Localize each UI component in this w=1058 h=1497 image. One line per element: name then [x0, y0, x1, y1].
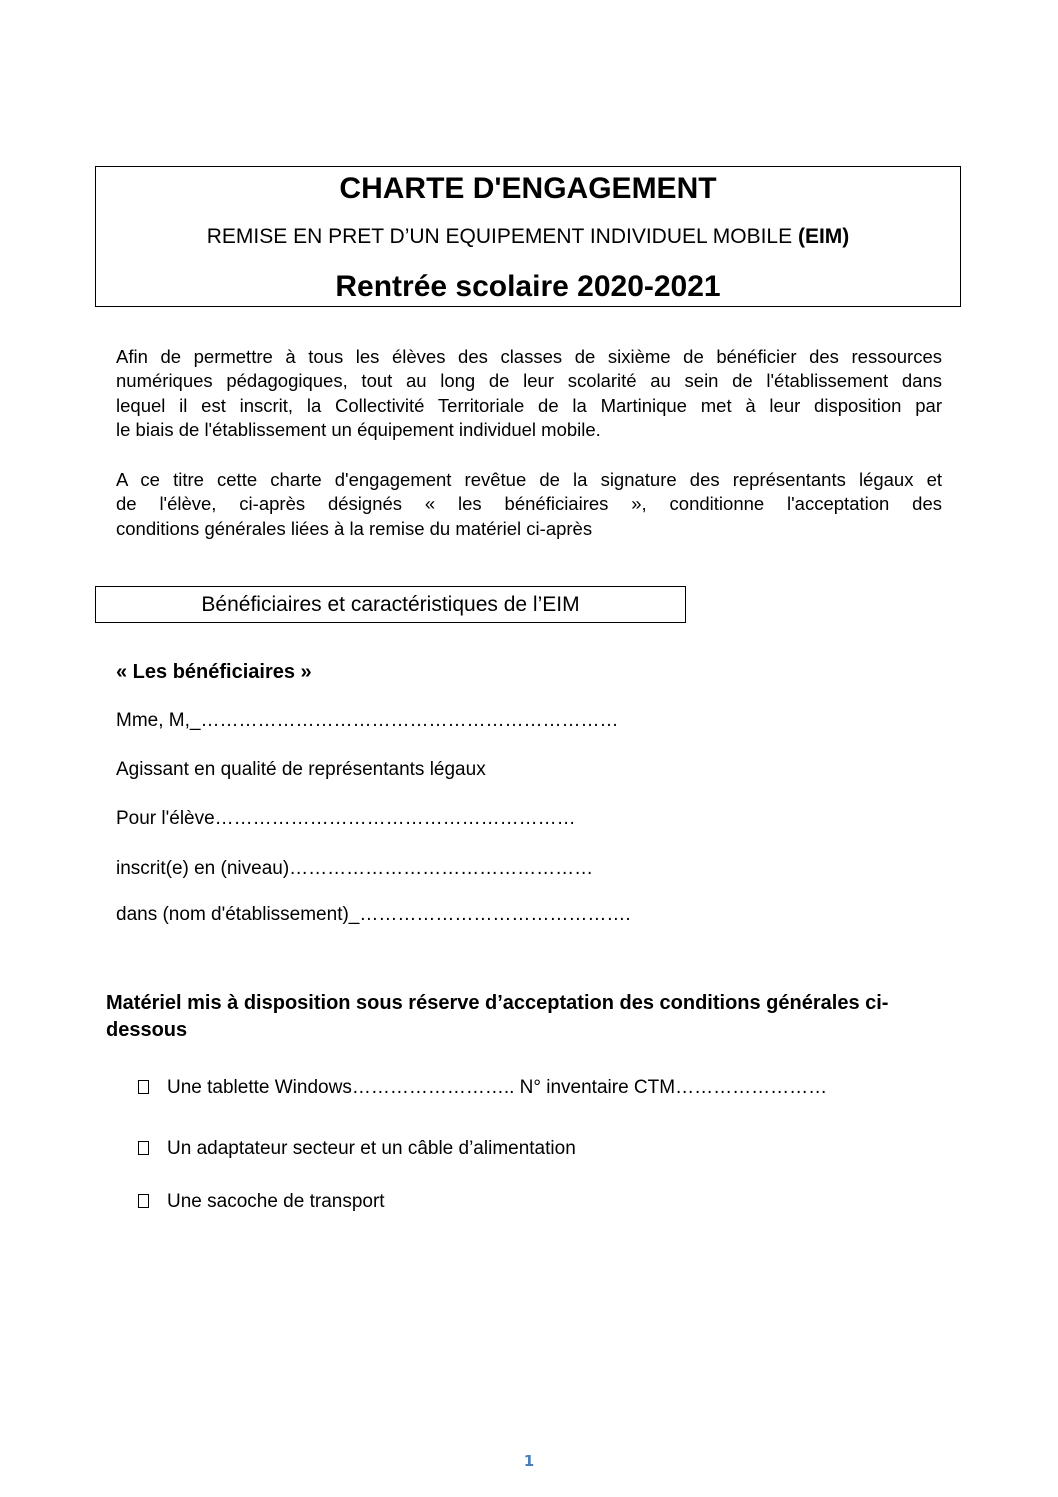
item-label: Une sacoche de transport — [167, 1191, 385, 1212]
checkbox-icon[interactable] — [138, 1141, 149, 1155]
item-label: Une tablette Windows…………………….. N° inventaire CTM…………………… — [167, 1077, 828, 1098]
field-quality: Agissant en qualité de représentants légaux — [116, 759, 486, 780]
subtitle-acronym: (EIM) — [797, 225, 850, 248]
document-subtitle — [96, 224, 960, 250]
materiel-item-adapter[interactable] — [138, 1136, 576, 1162]
materiel-heading: Matériel mis à disposition sous réserve d’acceptation des conditions générales ci-dessous — [106, 992, 889, 1041]
field-parent-name[interactable]: Mme, M,_………………………………………………………… — [116, 710, 619, 731]
paragraph-line: de l'élève, ci-après désignés « les bénéficiaires », conditionne l'acceptation des — [116, 493, 942, 515]
materiel-item-tablet[interactable] — [138, 1075, 827, 1101]
intro-paragraph-2 — [116, 468, 942, 541]
page-number: 1 — [523, 1452, 535, 1470]
beneficiaires-heading: « Les bénéficiaires » — [116, 661, 312, 683]
section-title-box — [95, 586, 686, 623]
paragraph-line: Afin de permettre à tous les élèves des classes de sixième de bénéficier des ressources — [116, 346, 942, 367]
paragraph-line: A ce titre cette charte d'engagement revêtue de la signature des représentants légaux et — [116, 469, 942, 490]
subtitle-text: REMISE EN PRET D’UN EQUIPEMENT INDIVIDUEL MOBILE — [206, 225, 793, 248]
field-school-name[interactable]: dans (nom d'établissement)_……………………………………. — [116, 904, 631, 925]
paragraph-line: lequel il est inscrit, la Collectivité Territoriale de la Martinique met à leur disposition par — [116, 394, 942, 416]
school-year: Rentrée scolaire 2020-2021 — [335, 270, 721, 303]
checkbox-icon[interactable] — [138, 1194, 149, 1208]
section-title: Bénéficiaires et caractéristiques de l’EIM — [201, 593, 580, 616]
item-label: Un adaptateur secteur et un câble d’alimentation — [167, 1138, 576, 1159]
paragraph-line: le biais de l'établissement un équipement individuel mobile. — [116, 418, 601, 440]
document-title: CHARTE D'ENGAGEMENT — [339, 172, 717, 205]
checkbox-icon[interactable] — [138, 1080, 149, 1094]
paragraph-line: conditions générales liées à la remise du matériel ci-après — [116, 517, 593, 539]
field-student-name[interactable]: Pour l'élève………………………………………………… — [116, 808, 576, 829]
intro-paragraph-1 — [116, 345, 942, 442]
field-level[interactable]: inscrit(e) en (niveau)………………………………………… — [116, 858, 594, 879]
title-box — [95, 166, 961, 307]
paragraph-line: numériques pédagogiques, tout au long de leur scolarité au sein de l'établissement dans — [116, 370, 942, 392]
materiel-item-bag[interactable] — [138, 1189, 385, 1215]
